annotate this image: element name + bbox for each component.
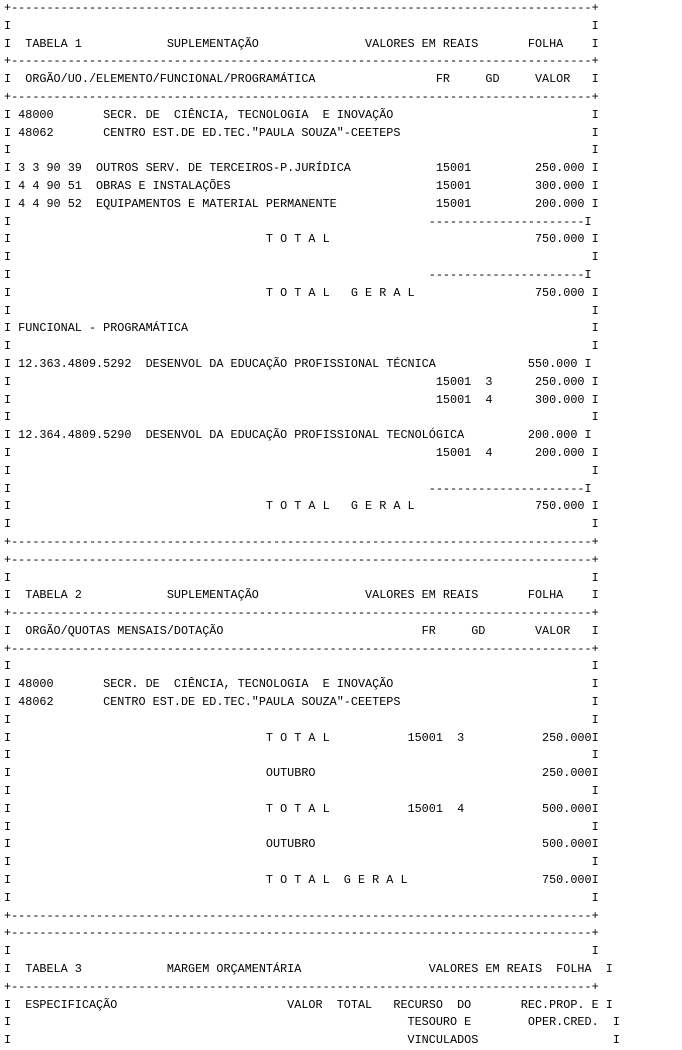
blank-line: I I [4,18,599,33]
subtotal-rule: I ----------------------I [4,267,592,282]
text-line: I TESOURO E OPER.CRED. I [4,1015,620,1030]
total-line: I T O T A L G E R A L 750.000 I [4,499,599,514]
border-line: +----------------------------------------------------------------------------------+ [4,552,599,567]
blank-line: I I [4,944,599,959]
text-line: I FUNCIONAL - PROGRAMÁTICA I [4,321,599,336]
budget-supplementation-document [4,0,620,1050]
blank-line: I I [4,819,599,834]
text-line: I 48062 CENTRO EST.DE ED.TEC."PAULA SOUZA"-CEETEPS I [4,695,599,710]
blank-line: I I [4,517,599,532]
text-line: I ORGÃO/UO./ELEMENTO/FUNCIONAL/PROGRAMÁTICA FR GD VALOR I [4,72,599,87]
blank-line: I I [4,463,599,478]
text-line: I 4 4 90 51 OBRAS E INSTALAÇÕES 15001 300.000 I [4,178,599,193]
blank-line: I I [4,410,599,425]
border-line: +----------------------------------------------------------------------------------+ [4,606,599,621]
border-line: +----------------------------------------------------------------------------------+ [4,979,599,994]
border-line: +----------------------------------------------------------------------------------+ [4,926,599,941]
blank-line: I I [4,303,599,318]
text-line: I 3 3 90 39 OUTROS SERV. DE TERCEIROS-P.JURÍDICA 15001 250.000 I [4,161,599,176]
border-line: +----------------------------------------------------------------------------------+ [4,1,599,15]
border-line: +----------------------------------------------------------------------------------+ [4,641,599,656]
text-line: I OUTUBRO 500.000I [4,837,599,852]
total-line: I T O T A L 15001 3 250.000I [4,730,599,745]
table-header-line: I TABELA 1 SUPLEMENTAÇÃO VALORES EM REAIS FOLHA I [4,36,599,51]
total-line: I T O T A L 15001 4 500.000I [4,801,599,816]
blank-line: I I [4,890,599,905]
border-line: +----------------------------------------------------------------------------------+ [4,89,599,104]
total-line: I T O T A L G E R A L 750.000I [4,873,599,888]
subtotal-rule: I ----------------------I [4,481,592,496]
blank-line: I I [4,250,599,265]
blank-line: I I [4,784,599,799]
total-line: I T O T A L 750.000 I [4,232,599,247]
blank-line: I I [4,748,599,763]
text-line: I 15001 4 200.000 I [4,445,599,460]
blank-line: I I [4,339,599,354]
text-line: I 15001 3 250.000 I [4,374,599,389]
border-line: +----------------------------------------------------------------------------------+ [4,534,599,549]
border-line: +----------------------------------------------------------------------------------+ [4,54,599,69]
subtotal-rule: I ----------------------I [4,214,592,229]
blank-line: I I [4,712,599,727]
text-line: I VINCULADOS I [4,1033,620,1048]
text-line: I 12.363.4809.5292 DESENVOL DA EDUCAÇÃO PROFISSIONAL TÉCNICA 550.000 I [4,356,592,371]
text-line: I 48000 SECR. DE CIÊNCIA, TECNOLOGIA E INOVAÇÃO I [4,107,599,122]
text-line: I 48000 SECR. DE CIÊNCIA, TECNOLOGIA E INOVAÇÃO I [4,677,599,692]
blank-line: I I [4,855,599,870]
blank-line: I I [4,659,599,674]
text-line: I ESPECIFICAÇÃO VALOR TOTAL RECURSO DO REC.PROP. E I [4,997,613,1012]
border-line: +----------------------------------------------------------------------------------+ [4,908,599,923]
table-header-line: I TABELA 3 MARGEM ORÇAMENTÁRIA VALORES EM REAIS FOLHA I [4,962,613,977]
text-line: I 4 4 90 52 EQUIPAMENTOS E MATERIAL PERMANENTE 15001 200.000 I [4,196,599,211]
total-line: I T O T A L G E R A L 750.000 I [4,285,599,300]
text-line: I 48062 CENTRO EST.DE ED.TEC."PAULA SOUZA"-CEETEPS I [4,125,599,140]
text-line: I 12.364.4809.5290 DESENVOL DA EDUCAÇÃO PROFISSIONAL TECNOLÓGICA 200.000 I [4,428,592,443]
text-line: I 15001 4 300.000 I [4,392,599,407]
table-header-line: I TABELA 2 SUPLEMENTAÇÃO VALORES EM REAIS FOLHA I [4,588,599,603]
blank-line: I I [4,570,599,585]
blank-line: I I [4,143,599,158]
text-line: I OUTUBRO 250.000I [4,766,599,781]
text-line: I ORGÃO/QUOTAS MENSAIS/DOTAÇÃO FR GD VALOR I [4,623,599,638]
